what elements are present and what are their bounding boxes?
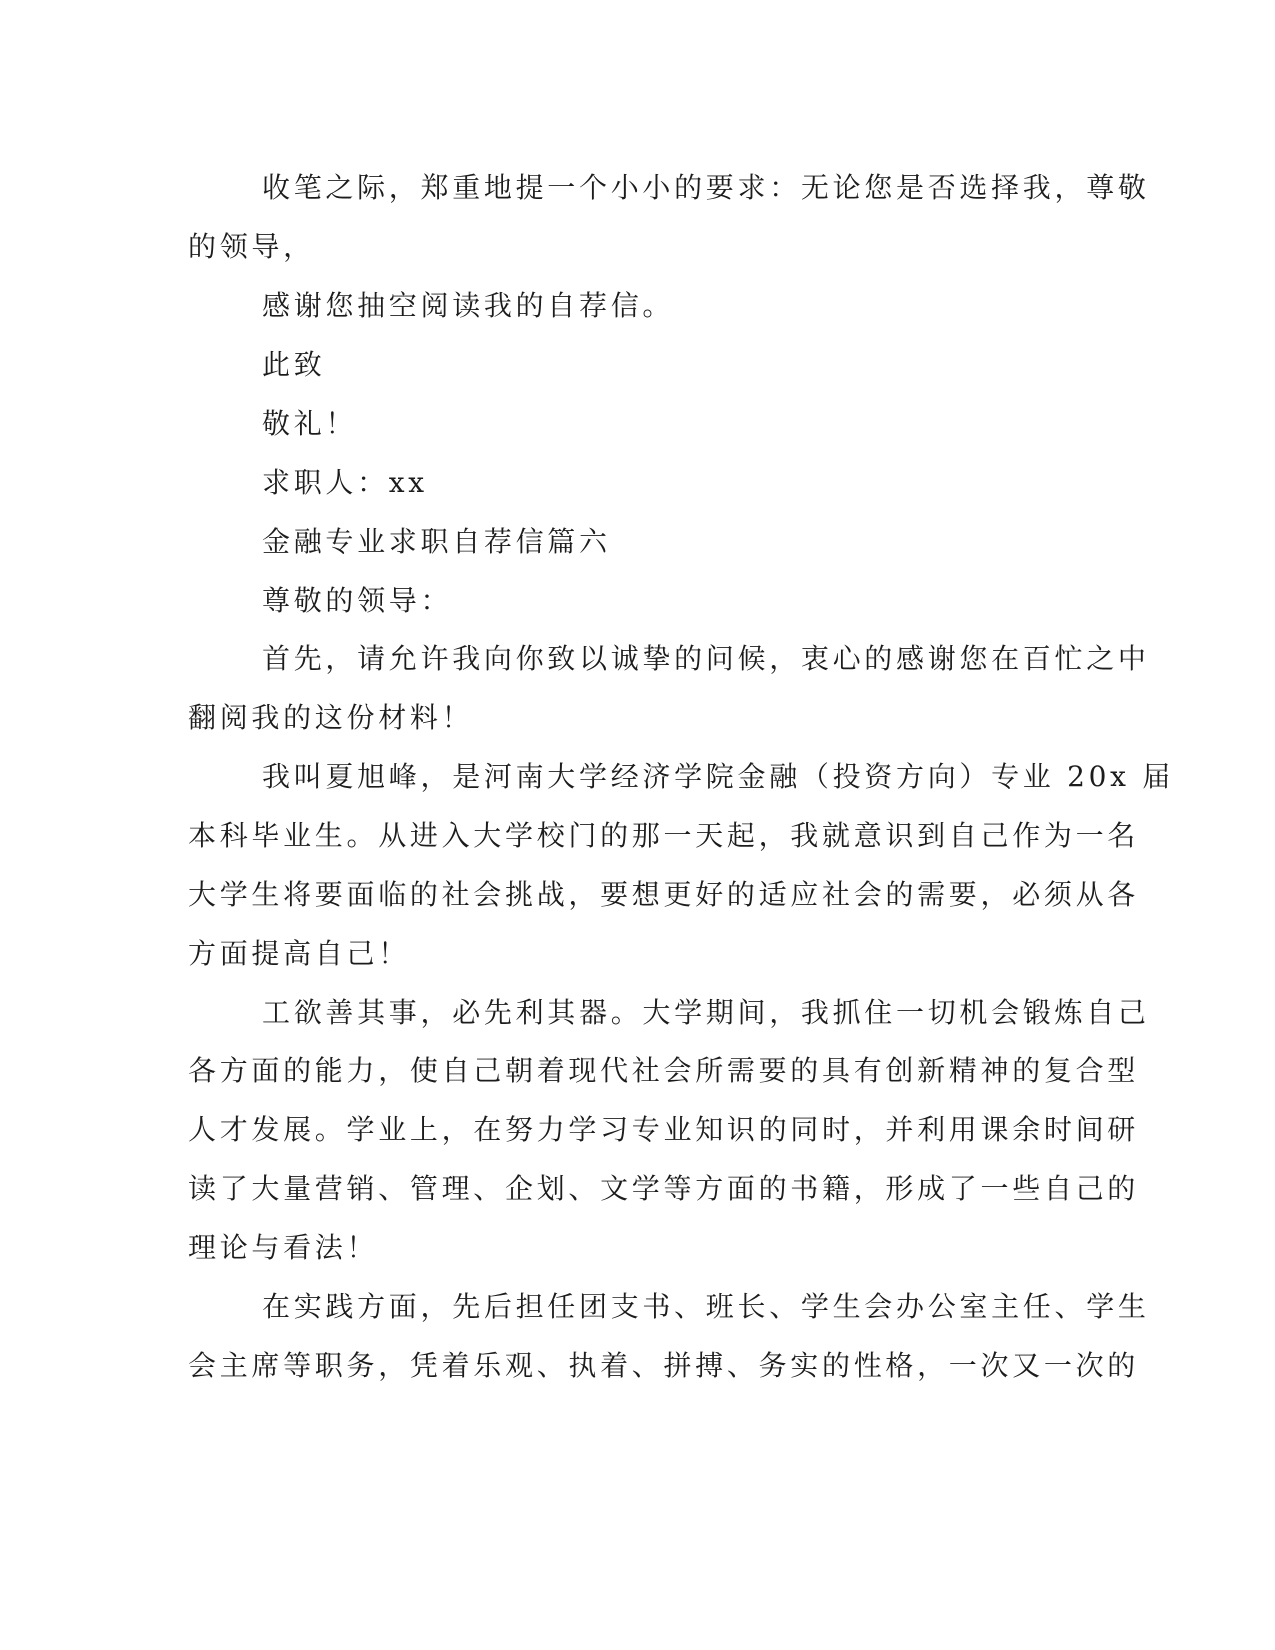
text-line: 人才发展。学业上，在努力学习专业知识的同时，并利用课余时间研	[188, 1113, 1140, 1146]
text-line: 会主席等职务，凭着乐观、执着、拼搏、务实的性格，一次又一次的	[188, 1349, 1140, 1382]
text-line: 收笔之际，郑重地提一个小小的要求：无论您是否选择我，尊敬	[262, 171, 1150, 204]
text-line: 大学生将要面临的社会挑战，要想更好的适应社会的需要，必须从各	[188, 878, 1140, 911]
text-line: 本科毕业生。从进入大学校门的那一天起，我就意识到自己作为一名	[188, 819, 1140, 852]
text-line: 工欲善其事，必先利其器。大学期间，我抓住一切机会锻炼自己	[262, 996, 1150, 1029]
text-line: 在实践方面，先后担任团支书、班长、学生会办公室主任、学生	[262, 1290, 1150, 1323]
salutation: 尊敬的领导：	[262, 584, 453, 617]
text-line: 敬礼！	[262, 407, 358, 440]
text-line: 方面提高自己！	[188, 937, 410, 970]
text-line: 我叫夏旭峰，是河南大学经济学院金融（投资方向）专业 20x 届	[262, 760, 1174, 793]
text-line: 的领导，	[188, 230, 315, 263]
text-line: 翻阅我的这份材料！	[188, 701, 474, 734]
text-line: 感谢您抽空阅读我的自荐信。	[262, 289, 675, 322]
section-heading: 金融专业求职自荐信篇六	[262, 525, 611, 558]
text-line: 求职人：xx	[262, 466, 428, 499]
text-line: 读了大量营销、管理、企划、文学等方面的书籍，形成了一些自己的	[188, 1172, 1140, 1205]
text-line: 此致	[262, 348, 326, 381]
text-line: 各方面的能力，使自己朝着现代社会所需要的具有创新精神的复合型	[188, 1054, 1140, 1087]
text-line: 首先，请允许我向你致以诚挚的问候，衷心的感谢您在百忙之中	[262, 642, 1150, 675]
text-line: 理论与看法！	[188, 1231, 379, 1264]
